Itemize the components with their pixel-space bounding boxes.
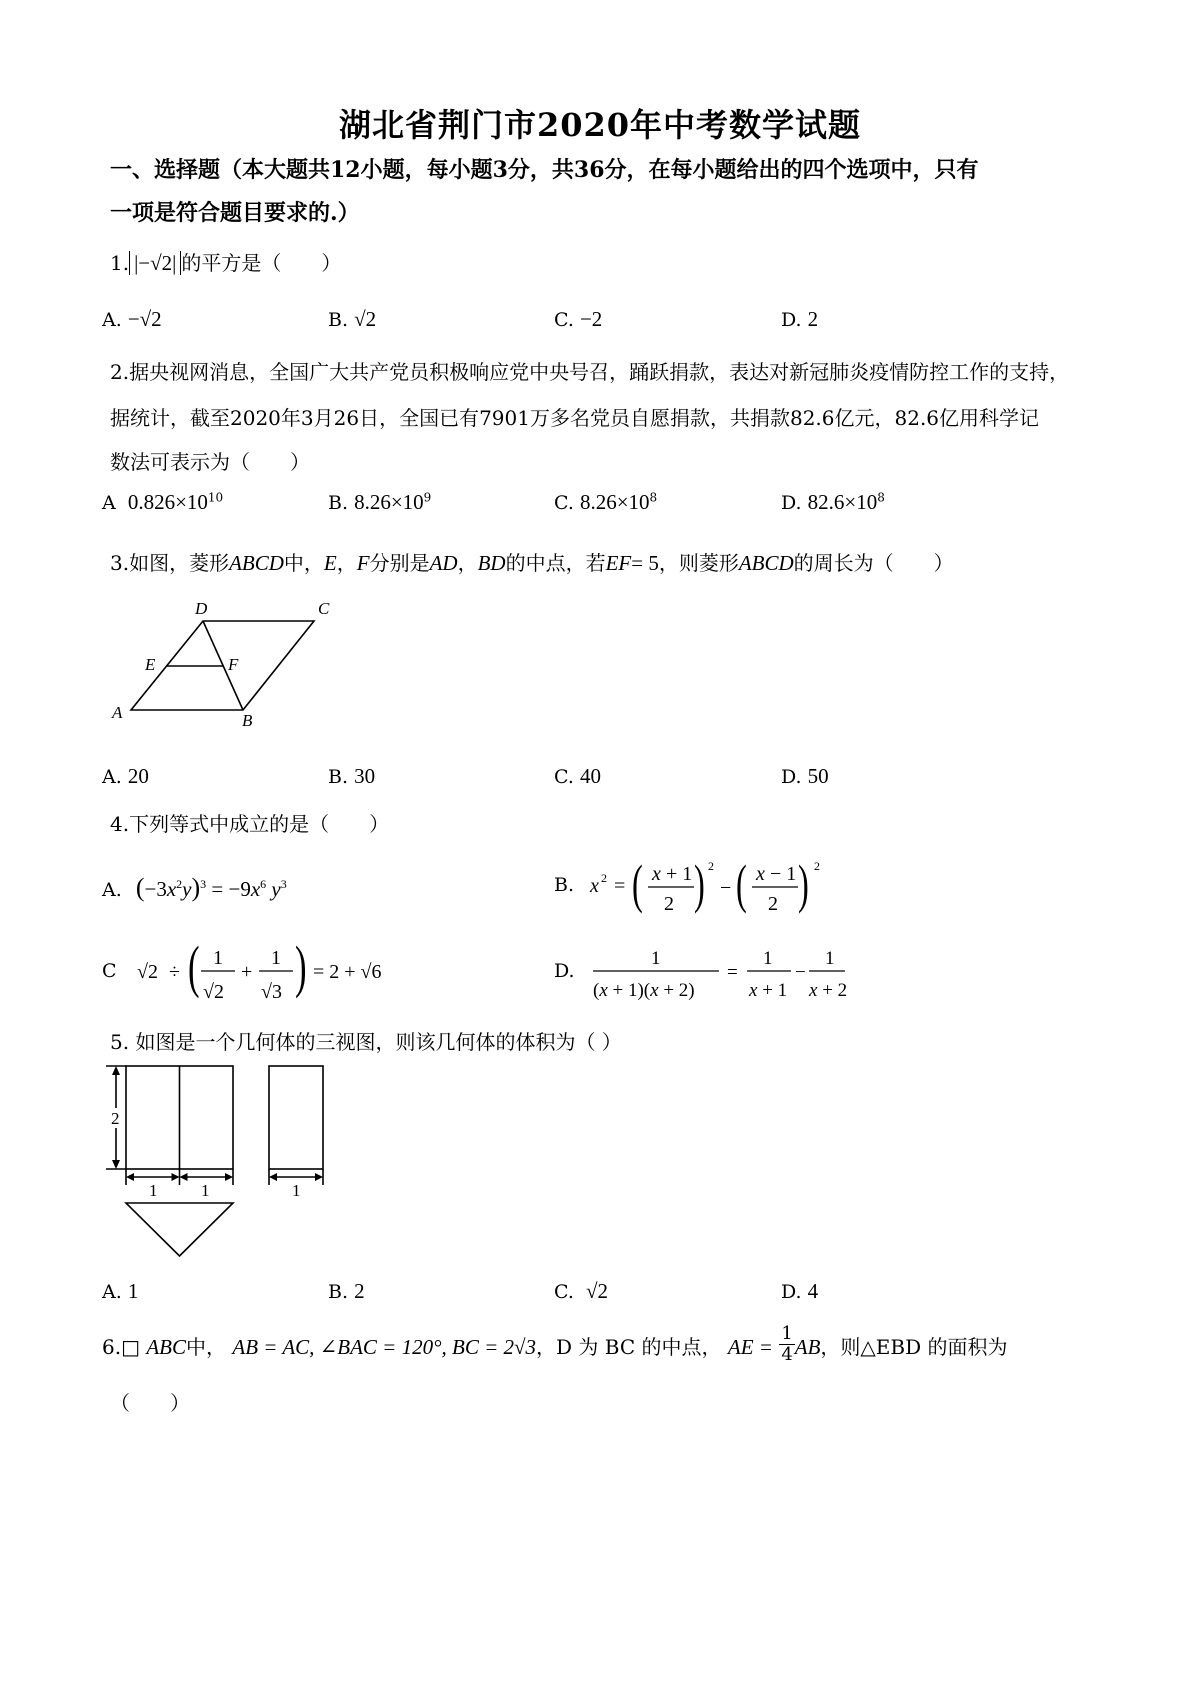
svg-text:=: = [726, 962, 738, 983]
svg-text:+: + [240, 961, 252, 983]
q3-option-a[interactable]: A. 20 [102, 764, 149, 788]
q3-label-e: E [145, 655, 156, 674]
svg-text:): ) [798, 858, 809, 915]
q5-option-c[interactable]: C. √2 [554, 1279, 609, 1303]
svg-text:2: 2 [601, 871, 608, 885]
q6-fraction: $\frac{1}{4}$ [781, 1323, 793, 1365]
svg-text:=: = [614, 875, 626, 897]
svg-text:x + 1: x + 1 [748, 980, 787, 1001]
q3-rhombus-figure [100, 590, 360, 740]
q2-option-b[interactable]: B. $8.26\times 10^9$ [328, 490, 432, 514]
q3-option-c[interactable]: C. 40 [554, 764, 601, 788]
question-1 [110, 247, 341, 276]
q4-option-a-label: A. [102, 879, 122, 901]
q2-line3: 数法可表示为（ ） [110, 450, 310, 474]
q4-option-a-formula: $(-3x^2y)^3 = -9x^6$ $y^3$ [135, 873, 287, 902]
svg-text:1: 1 [762, 948, 773, 969]
svg-text:+ 1: + 1 [666, 863, 693, 885]
q1-expression: |−√2| [129, 251, 181, 275]
q2-option-c[interactable]: C. $8.26\times 10^8$ [554, 490, 658, 514]
q5-three-view-figure [100, 1060, 340, 1260]
q5-option-b[interactable]: B. 2 [328, 1279, 365, 1303]
svg-text:x: x [756, 863, 765, 885]
svg-text:x + 2: x + 2 [808, 980, 847, 1001]
question-5: 5. 如图是一个几何体的三视图，则该几何体的体积为（ ） [110, 1030, 622, 1054]
svg-text:−: − [794, 962, 806, 983]
svg-text:1: 1 [824, 948, 835, 969]
q4-option-d-label: D. [554, 960, 575, 982]
q5-width-label-1: 1 [149, 1181, 158, 1200]
svg-text:−: − [720, 877, 732, 899]
q4-option-b-label: B. [554, 874, 575, 896]
svg-text:(: ( [187, 940, 200, 1000]
svg-text:(: ( [736, 858, 747, 915]
svg-text:(x + 1)(x + 2): (x + 1)(x + 2) [592, 980, 695, 1001]
svg-text:): ) [294, 940, 307, 1000]
q3-option-d[interactable]: D. 50 [781, 764, 829, 788]
q2-option-d[interactable]: D. $82.6\times 10^8$ [781, 490, 885, 514]
q3-label-d: D [195, 599, 208, 618]
q4-option-d-formula [587, 940, 847, 1008]
q1-option-d[interactable]: D. 2 [781, 307, 819, 331]
q3-label-f: F [228, 655, 239, 674]
q4-option-a[interactable] [102, 873, 287, 903]
q6-answer-paren: （ ） [110, 1391, 190, 1415]
q5-width-label-3: 1 [292, 1181, 301, 1200]
svg-text:2: 2 [664, 893, 675, 915]
q4-option-b[interactable] [554, 858, 826, 920]
q1-number: 1. [110, 251, 130, 275]
question-4: 4.下列等式中成立的是（ ） [110, 812, 390, 836]
q4-option-d[interactable] [554, 940, 847, 1008]
q5-height-label: 2 [111, 1109, 120, 1128]
section-header-line1: 一、选择题（本大题共12小题，每小题3分，共36分，在每小题给出的四个选项中，只有 [110, 157, 979, 183]
page-title: 湖北省荆门市2020年中考数学试题 [338, 106, 862, 144]
q5-option-d[interactable]: D. 4 [781, 1279, 819, 1303]
q4-option-c[interactable] [102, 940, 383, 1008]
q3-option-b[interactable]: B. 30 [328, 764, 376, 788]
q5-width-label-2: 1 [201, 1181, 210, 1200]
q3-label-c: C [318, 599, 330, 618]
svg-text:÷: ÷ [168, 961, 180, 983]
svg-text:2: 2 [814, 859, 821, 873]
q1-option-b[interactable]: B. √2 [328, 307, 377, 331]
q4-option-c-label: C [102, 960, 117, 982]
section-header-line2: 一项是符合题目要求的.） [110, 200, 360, 226]
q3-label-a: A [112, 703, 123, 722]
svg-text:− 1: − 1 [770, 863, 797, 885]
svg-text:): ) [694, 858, 705, 915]
q4-option-c-formula [133, 940, 383, 1008]
svg-text:2: 2 [708, 859, 715, 873]
q1-option-a[interactable]: A. −√2 [102, 307, 162, 331]
svg-text:√3: √3 [260, 981, 282, 1003]
svg-text:1: 1 [270, 947, 281, 969]
svg-text:= 2 + √6: = 2 + √6 [312, 961, 382, 983]
svg-text:x: x [652, 863, 661, 885]
question-3: 3.如图，菱形ABCD中，E，F分别是AD，BD的中点，若EF= 5，则菱形ABCD的周长为（ ） [110, 551, 954, 575]
svg-text:1: 1 [212, 947, 223, 969]
q4-option-b-formula [586, 858, 826, 920]
q1-option-c[interactable]: C. −2 [554, 307, 603, 331]
q5-option-a[interactable]: A. 1 [102, 1279, 139, 1303]
q2-line1: 2.据央视网消息，全国广大共产党员积极响应党中央号召，踊跃捐款，表达对新冠肺炎疫情防控工作的支持， [110, 360, 1070, 384]
svg-text:1: 1 [650, 948, 661, 969]
q2-option-a[interactable]: A $0.826\times 10^{10}$ [102, 490, 224, 514]
svg-text:(: ( [632, 858, 643, 915]
q3-label-b: B [242, 711, 253, 730]
q1-text: 的平方是（ ） [181, 251, 342, 275]
question-6: 6.□ ABC中， AB = AC, ∠BAC = 120°, BC = 2√3，D 为 BC 的中点， AE = $\frac{1}{4}$ AB，则△EBD 的面积为 [102, 1323, 1008, 1365]
svg-text:x: x [590, 875, 599, 897]
svg-text:√2: √2 [136, 961, 158, 983]
svg-text:2: 2 [768, 893, 779, 915]
q2-line2: 据统计，截至2020年3月26日，全国已有7901万多名党员自愿捐款，共捐款82.6亿元，82.6亿用科学记 [110, 406, 1040, 430]
svg-text:√2: √2 [202, 981, 224, 1003]
